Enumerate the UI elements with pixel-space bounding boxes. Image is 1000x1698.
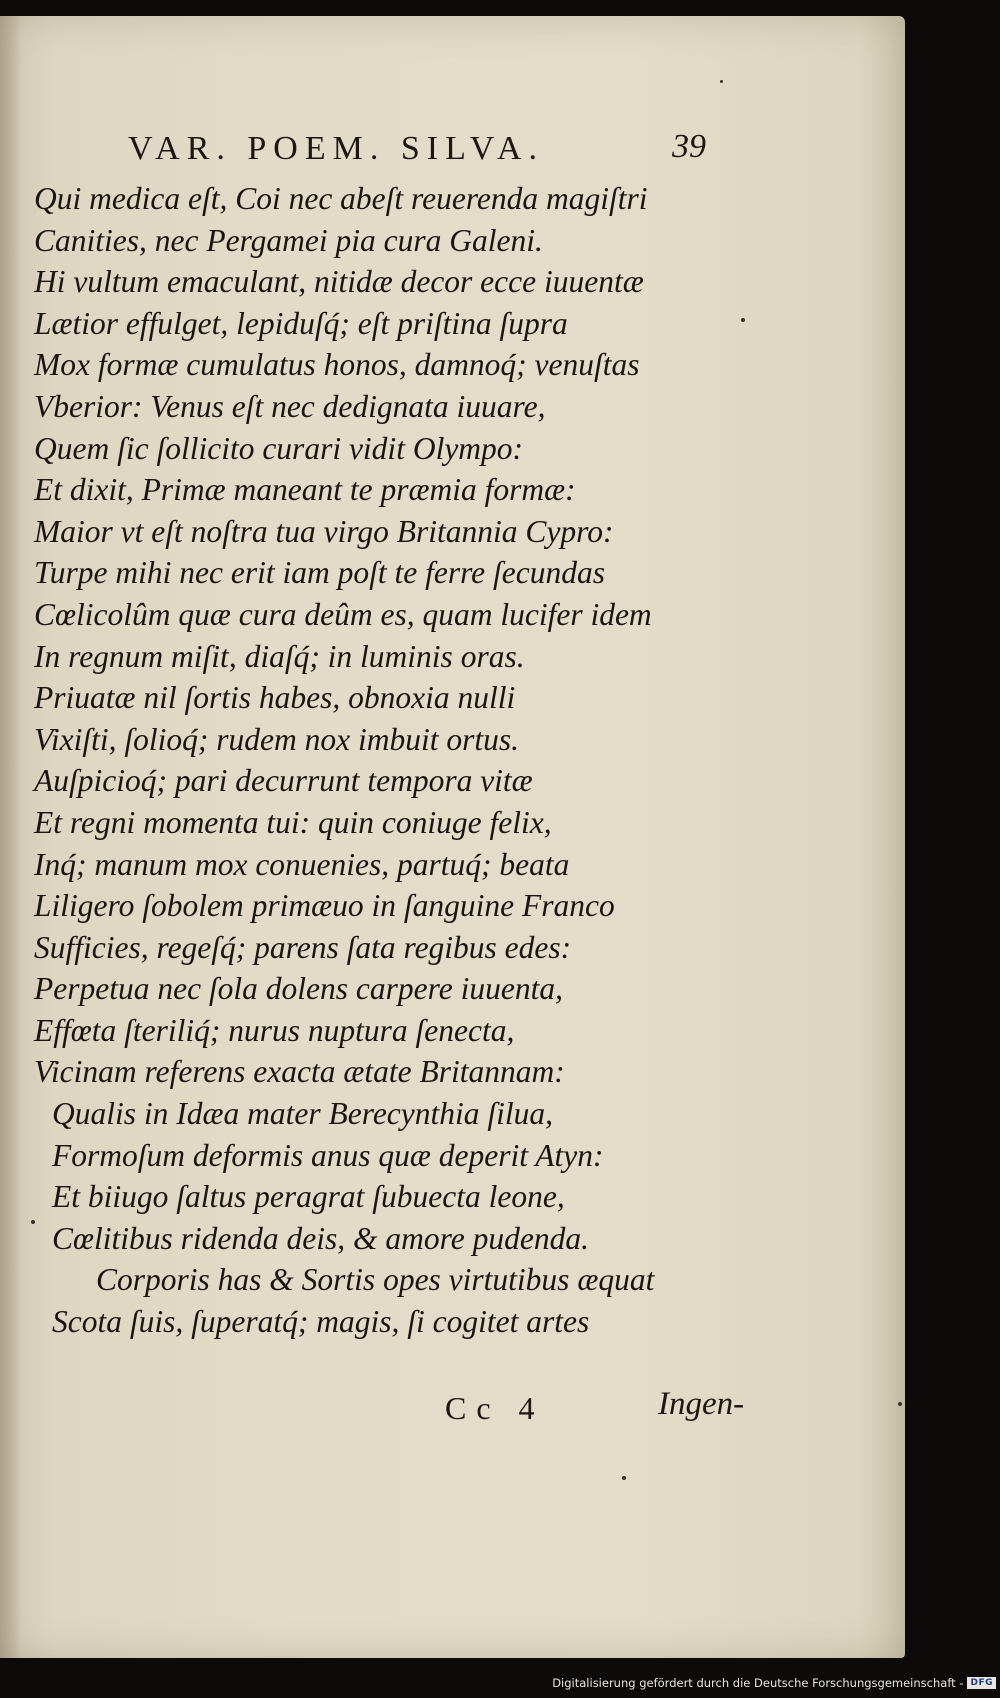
- verse-line: Formoſum deformis anus quæ deperit Atyn:: [52, 1137, 604, 1173]
- catchword: Ingen-: [658, 1386, 745, 1422]
- running-head: VAR. POEM. SILVA.: [128, 130, 544, 167]
- ink-speck: [741, 318, 745, 322]
- verse-line: Turpe mihi nec erit iam poſt te ferre ſecundas: [34, 555, 605, 591]
- ink-speck: [720, 80, 723, 83]
- verse-line: Qui medica eſt, Coi nec abeſt reuerenda magiſtri: [34, 181, 648, 216]
- credit-text: Digitalisierung gefördert durch die Deutsche Forschungsgemeinschaft -: [552, 1676, 964, 1690]
- signature-mark: Cc 4: [445, 1390, 545, 1426]
- verse-block: [34, 178, 694, 1343]
- verse-line: Canities, nec Pergamei pia cura Galeni.: [34, 222, 543, 258]
- ink-speck: [898, 1402, 902, 1406]
- verse-line: Et dixit, Primæ maneant te præmia formæ:: [34, 472, 576, 508]
- verse-line: Priuatæ nil ſortis habes, obnoxia nulli: [34, 680, 516, 716]
- verse-line: Liligero ſobolem primæuo in ſanguine Franco: [34, 888, 615, 924]
- verse-line: In regnum miſit, diaſq́; in luminis oras.: [34, 638, 525, 674]
- verse-line: Vicinam referens exacta ætate Britannam:: [34, 1054, 565, 1090]
- verse-line: Et biiugo ſaltus peragrat ſubuecta leone,: [52, 1179, 565, 1215]
- verse-line: Inq́; manum mox conuenies, partuq́; beata: [34, 846, 570, 882]
- verse-line: Hi vultum emaculant, nitidæ decor ecce iuuentæ: [34, 264, 644, 300]
- verse-line: Mox formæ cumulatus honos, damnoq́; venuſtas: [34, 347, 640, 383]
- verse-line: Effœta ſteriliq́; nurus nuptura ſenecta,: [34, 1012, 515, 1048]
- verse-line: Maior vt eſt noſtra tua virgo Britannia Cypro:: [34, 513, 614, 549]
- verse-line: Vberior: Venus eſt nec dedignata iuuare,: [34, 388, 546, 424]
- verse-line: Vixiſti, ſolioq́; rudem nox imbuit ortus.: [34, 721, 520, 757]
- verse-line: Sufficies, regeſq́; parens ſata regibus edes:: [34, 929, 572, 965]
- page-number: 39: [672, 128, 706, 165]
- verse-line: Cœlicolûm quæ cura deûm es, quam lucifer idem: [34, 596, 652, 632]
- digitization-credit: [552, 1674, 996, 1692]
- verse-line: Scota ſuis, ſuperatq́; magis, ſi cogitet artes: [52, 1304, 590, 1340]
- verse-line: Et regni momenta tui: quin coniuge felix,: [34, 804, 552, 840]
- verse-line-indented: Corporis has & Sortis opes virtutibus æquat: [96, 1262, 655, 1298]
- verse-line: Auſpicioq́; pari decurrunt tempora vitæ: [34, 763, 533, 799]
- verse-line: Perpetua nec ſola dolens carpere iuuenta,: [34, 971, 563, 1007]
- verse-line: Quem ſic ſollicito curari vidit Olympo:: [34, 430, 524, 466]
- verse-line: Cœlitibus ridenda deis, & amore pudenda.: [52, 1220, 589, 1256]
- ink-speck: [622, 1476, 626, 1480]
- page-gutter-shadow: [0, 16, 22, 1658]
- dfg-logo: DFG: [967, 1677, 996, 1689]
- verse-line: Lætior effulget, lepiduſq́; eſt priſtina ſupra: [34, 305, 568, 341]
- verse-line: Qualis in Idæa mater Berecynthia ſilua,: [52, 1096, 554, 1132]
